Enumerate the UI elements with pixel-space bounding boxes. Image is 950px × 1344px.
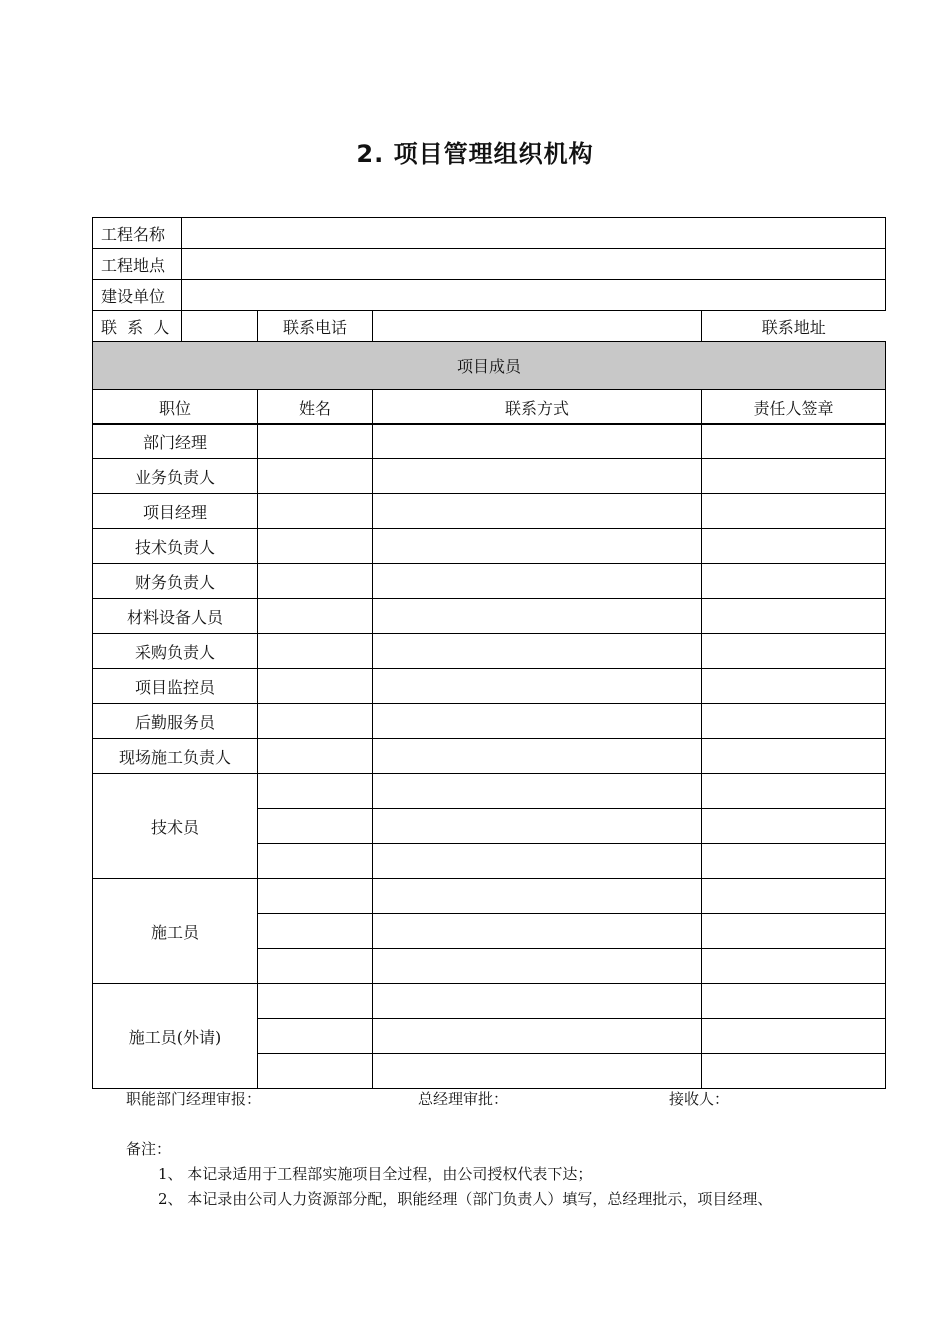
- member-signature-field[interactable]: [702, 739, 886, 774]
- project-location-row: [93, 249, 886, 280]
- member-group-position: 技术员: [93, 774, 258, 879]
- member-signature-field[interactable]: [702, 1054, 886, 1089]
- member-signature-field[interactable]: [702, 564, 886, 599]
- member-signature-field[interactable]: [702, 914, 886, 949]
- member-contact-field[interactable]: [373, 739, 702, 774]
- member-group-row: [93, 984, 886, 1019]
- member-signature-field[interactable]: [702, 424, 886, 459]
- organization-form-table: [92, 217, 886, 425]
- member-position: 后勤服务员: [93, 704, 258, 739]
- member-name-field[interactable]: [258, 669, 373, 704]
- member-signature-field[interactable]: [702, 984, 886, 1019]
- member-position: 项目经理: [93, 494, 258, 529]
- col-signature: 责任人签章: [702, 390, 886, 425]
- member-contact-field[interactable]: [373, 564, 702, 599]
- project-location-label: 工程地点: [93, 249, 182, 280]
- member-signature-field[interactable]: [702, 669, 886, 704]
- member-name-field[interactable]: [258, 1054, 373, 1089]
- members-table: [92, 423, 886, 1089]
- member-name-field[interactable]: [258, 599, 373, 634]
- contact-phone-field[interactable]: [373, 311, 702, 342]
- member-name-field[interactable]: [258, 739, 373, 774]
- member-signature-field[interactable]: [702, 809, 886, 844]
- contact-address-label: 联系地址: [761, 317, 826, 337]
- member-name-field[interactable]: [258, 914, 373, 949]
- col-position: 职位: [93, 390, 258, 425]
- member-name-field[interactable]: [258, 459, 373, 494]
- notes-heading: 备注：: [126, 1140, 172, 1158]
- member-position: 项目监控员: [93, 669, 258, 704]
- member-row: [93, 739, 886, 774]
- note-item-2: 2、 本记录由公司人力资源部分配，职能经理（部门负责人）填写，总经理批示，项目经理、: [158, 1190, 773, 1208]
- contact-person-label: 联 系 人: [93, 311, 182, 342]
- member-name-field[interactable]: [258, 1019, 373, 1054]
- member-name-field[interactable]: [258, 494, 373, 529]
- member-name-field[interactable]: [258, 879, 373, 914]
- member-contact-field[interactable]: [373, 949, 702, 984]
- member-contact-field[interactable]: [373, 459, 702, 494]
- member-row: [93, 424, 886, 459]
- member-group-position: 施工员: [93, 879, 258, 984]
- member-contact-field[interactable]: [373, 879, 702, 914]
- member-contact-field[interactable]: [373, 1019, 702, 1054]
- col-name: 姓名: [258, 390, 373, 425]
- member-signature-field[interactable]: [702, 494, 886, 529]
- page-title: 2. 项目管理组织机构: [356, 140, 594, 168]
- member-row: [93, 494, 886, 529]
- member-signature-field[interactable]: [702, 459, 886, 494]
- members-header-row: [93, 390, 886, 425]
- general-manager-approval: 总经理审批：: [418, 1090, 509, 1108]
- dept-manager-approval: 职能部门经理审报：: [126, 1090, 262, 1108]
- member-signature-field[interactable]: [702, 949, 886, 984]
- member-name-field[interactable]: [258, 529, 373, 564]
- builder-label: 建设单位: [93, 280, 182, 311]
- contact-row: [93, 311, 886, 342]
- member-row: [93, 564, 886, 599]
- members-section-title: 项目成员: [93, 342, 886, 390]
- member-position: 部门经理: [93, 424, 258, 459]
- member-name-field[interactable]: [258, 564, 373, 599]
- member-signature-field[interactable]: [702, 529, 886, 564]
- member-name-field[interactable]: [258, 844, 373, 879]
- member-contact-field[interactable]: [373, 809, 702, 844]
- member-signature-field[interactable]: [702, 844, 886, 879]
- member-position: 财务负责人: [93, 564, 258, 599]
- member-position: 材料设备人员: [93, 599, 258, 634]
- member-group-position: 施工员(外请): [93, 984, 258, 1089]
- member-position: 业务负责人: [93, 459, 258, 494]
- member-contact-field[interactable]: [373, 984, 702, 1019]
- member-name-field[interactable]: [258, 634, 373, 669]
- member-row: [93, 459, 886, 494]
- member-signature-field[interactable]: [702, 879, 886, 914]
- builder-row: [93, 280, 886, 311]
- member-contact-field[interactable]: [373, 599, 702, 634]
- member-name-field[interactable]: [258, 949, 373, 984]
- member-row: [93, 669, 886, 704]
- member-contact-field[interactable]: [373, 774, 702, 809]
- members-section-row: [93, 342, 886, 390]
- member-name-field[interactable]: [258, 774, 373, 809]
- project-name-row: [93, 218, 886, 249]
- member-contact-field[interactable]: [373, 494, 702, 529]
- member-contact-field[interactable]: [373, 844, 702, 879]
- member-signature-field[interactable]: [702, 1019, 886, 1054]
- member-contact-field[interactable]: [373, 914, 702, 949]
- member-row: [93, 529, 886, 564]
- member-name-field[interactable]: [258, 704, 373, 739]
- address-cell: [702, 311, 886, 342]
- member-group-row: [93, 774, 886, 809]
- member-contact-field[interactable]: [373, 1054, 702, 1089]
- member-signature-field[interactable]: [702, 634, 886, 669]
- member-row: [93, 704, 886, 739]
- member-position: 现场施工负责人: [93, 739, 258, 774]
- member-contact-field[interactable]: [373, 529, 702, 564]
- contact-person-field[interactable]: [182, 311, 258, 342]
- member-name-field[interactable]: [258, 984, 373, 1019]
- member-group-row: [93, 879, 886, 914]
- project-name-field[interactable]: [182, 218, 886, 249]
- member-contact-field[interactable]: [373, 669, 702, 704]
- member-contact-field[interactable]: [373, 424, 702, 459]
- project-name-label: 工程名称: [93, 218, 182, 249]
- member-contact-field[interactable]: [373, 634, 702, 669]
- member-contact-field[interactable]: [373, 704, 702, 739]
- col-contact: 联系方式: [373, 390, 702, 425]
- receiver-signature: 接收人：: [669, 1090, 730, 1108]
- contact-phone-label: 联系电话: [258, 311, 373, 342]
- address-subtable: [702, 311, 886, 341]
- member-position: 采购负责人: [93, 634, 258, 669]
- member-signature-field[interactable]: [702, 599, 886, 634]
- member-signature-field[interactable]: [702, 774, 886, 809]
- member-name-field[interactable]: [258, 424, 373, 459]
- member-name-field[interactable]: [258, 809, 373, 844]
- project-location-field[interactable]: [182, 249, 886, 280]
- note-item-1: 1、 本记录适用于工程部实施项目全过程，由公司授权代表下达；: [158, 1165, 593, 1183]
- member-row: [93, 599, 886, 634]
- member-signature-field[interactable]: [702, 704, 886, 739]
- builder-field[interactable]: [182, 280, 886, 311]
- member-position: 技术负责人: [93, 529, 258, 564]
- member-row: [93, 634, 886, 669]
